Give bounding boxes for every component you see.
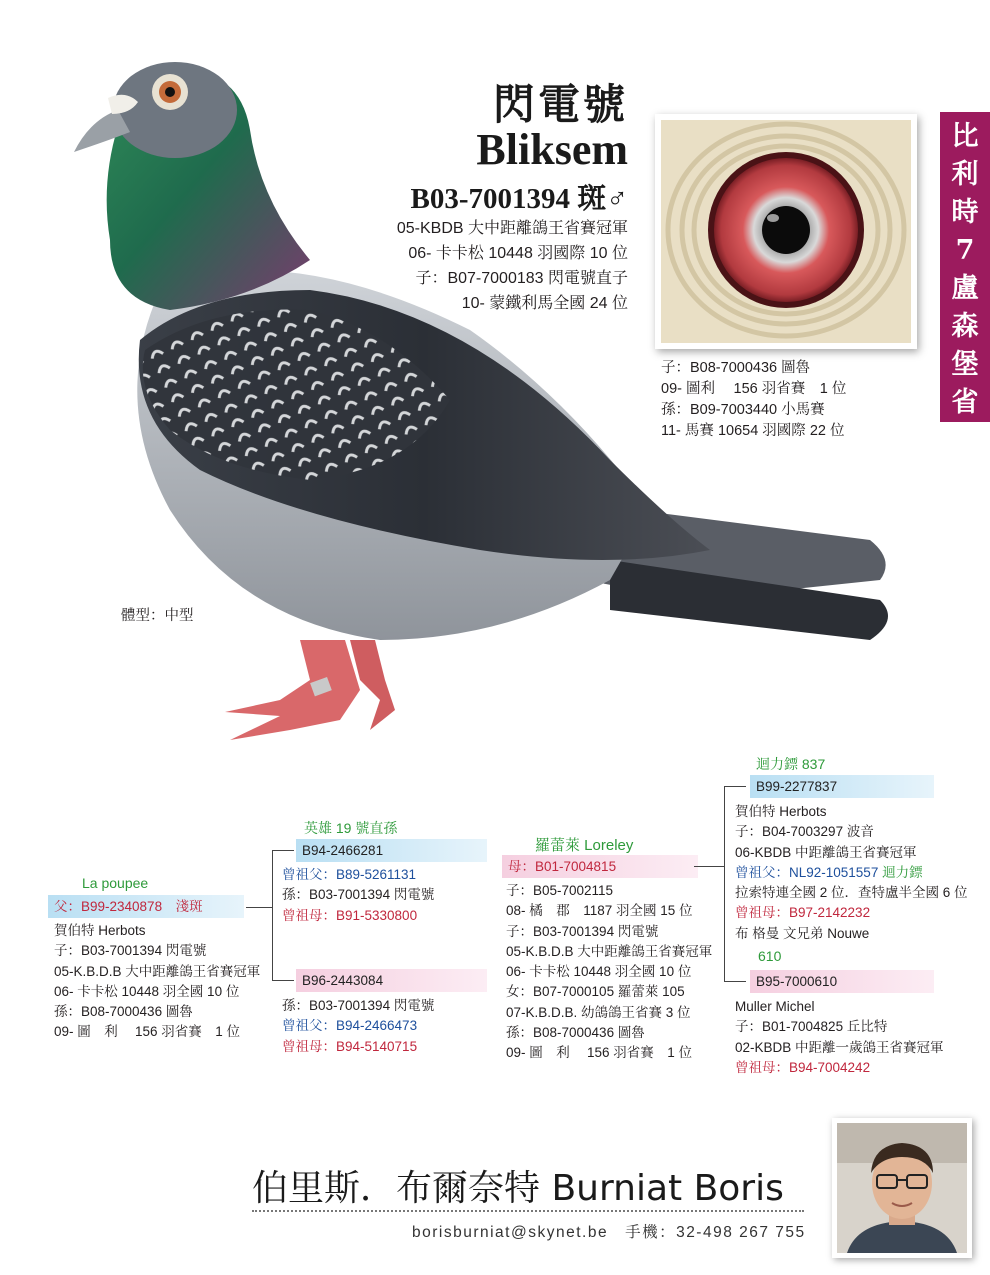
sire-sire-line: 曾祖母：B91-5330800 — [282, 907, 418, 923]
pigeon-name-cn: 閃電號 — [492, 80, 628, 129]
dam-sire-line: 曾祖父：NL92-1051557 — [735, 864, 883, 880]
connector-line — [724, 786, 725, 982]
dotted-divider — [252, 1210, 804, 1212]
dam-dam-line: 曾祖母：B94-7004242 — [735, 1059, 871, 1075]
dam-dam-line: 子：B01-7004825 丘比特 — [735, 1019, 888, 1035]
pigeon-ring-number: B03-7001394 斑♂ — [410, 183, 628, 215]
dam-sire-ring: B99-2277837 — [750, 775, 934, 798]
dam-sire-line: 賀伯特 Herbots — [735, 804, 827, 819]
dam-details — [506, 881, 712, 1064]
dam-dam-ring: B95-7000610 — [750, 970, 934, 993]
sire-line: 06- 卡卡松 10448 羽全國 10 位 — [54, 983, 240, 999]
sire-sire-label: 英雄 19 號直孫 — [304, 820, 398, 836]
eye-notes — [661, 358, 846, 442]
connector-line — [694, 866, 724, 867]
dam-line: 07-K.B.D.B. 幼鴿鴿王省賽 3 位 — [506, 1004, 691, 1020]
dam-sire-line: 拉索特連全國 2 位．查特盧半全國 6 位 — [735, 885, 968, 901]
achievement-line: 子：B07-7000183 閃電號直子 — [415, 270, 628, 287]
banner-char: 7 — [955, 235, 975, 266]
sire-ring: 父：B99-2340878 淺斑 — [48, 895, 244, 918]
sire-dam-ring: B96-2443084 — [296, 969, 487, 992]
connector-line — [272, 850, 273, 980]
dam-dam-details — [735, 997, 944, 1078]
sire-sire-line: 孫：B03-7001394 閃電號 — [282, 887, 435, 903]
dam-sire-line: 06-KBDB 中距離鴿王省賽冠軍 — [735, 844, 917, 860]
sire-sire-ring: B94-2466281 — [296, 839, 487, 862]
eye-note-line: 09- 圖利 156 羽省賽 1 位 — [661, 381, 847, 397]
banner-char: 比 — [951, 121, 979, 152]
dam-line: 09- 圖 利 156 羽省賽 1 位 — [506, 1045, 693, 1061]
dam-dam-line: 02-KBDB 中距離一歲鴿王省賽冠軍 — [735, 1039, 944, 1055]
banner-char: 省 — [951, 387, 979, 418]
dam-line: 孫：B08-7000436 圖魯 — [506, 1025, 645, 1041]
dam-sire-line: 迴力鏢 — [882, 864, 923, 880]
dam-sire-line: 曾祖母：B97-2142232 — [735, 905, 871, 921]
eye-note-line: 11- 馬賽 10654 羽國際 22 位 — [661, 423, 845, 439]
dam-dam-label: 610 — [758, 948, 782, 964]
banner-char: 盧 — [951, 273, 979, 304]
banner-char: 利 — [951, 159, 979, 190]
banner-char: 時 — [951, 197, 979, 228]
dam-sire-line: 布 格曼 文兄弟 Nouwe — [735, 925, 870, 941]
sire-line: 05-K.B.D.B 大中距離鴿王省賽冠軍 — [54, 963, 261, 979]
dam-sire-label: 迴力鏢 837 — [756, 756, 826, 772]
connector-line — [272, 980, 294, 981]
sire-dam-line: 曾祖母：B94-5140715 — [282, 1038, 418, 1054]
banner-char: 森 — [951, 311, 979, 342]
connector-line — [724, 981, 746, 982]
owner-portrait-frame — [832, 1118, 972, 1258]
achievements-list — [397, 216, 628, 316]
dam-line: 女：B07-7000105 羅蕾萊 105 — [506, 984, 685, 1000]
sire-line: 09- 圖 利 156 羽省賽 1 位 — [54, 1024, 241, 1040]
connector-line — [272, 850, 294, 851]
sire-line: 賀伯特 Herbots — [54, 923, 146, 938]
owner-name: 伯里斯．布爾奈特 Burniat Boris — [252, 1168, 784, 1209]
dam-line: 05-K.B.D.B 大中距離鴿王省賽冠軍 — [506, 943, 713, 959]
eye-photo-frame — [655, 114, 917, 349]
sire-label: La poupee — [82, 875, 149, 891]
body-type: 體型：中型 — [121, 608, 194, 624]
sire-dam-line: 孫：B03-7001394 閃電號 — [282, 998, 435, 1013]
dam-label: 羅蕾萊 Loreley — [535, 837, 634, 854]
dam-dam-line: Muller Michel — [735, 999, 815, 1014]
pigeon-name-en: Bliksem — [476, 125, 628, 174]
owner-contact: borisburniat@skynet.be 手機：32-498 267 755 — [412, 1224, 806, 1241]
achievement-line: 06- 卡卡松 10448 羽國際 10 位 — [408, 245, 628, 262]
sire-dam-line: 曾祖父：B94-2466473 — [282, 1018, 418, 1034]
dam-line: 08- 橘 郡 1187 羽全國 15 位 — [506, 903, 693, 919]
sire-line: 孫：B08-7000436 圖魯 — [54, 1004, 193, 1020]
region-banner — [940, 112, 990, 422]
banner-char: 堡 — [951, 349, 979, 380]
connector-line — [724, 786, 746, 787]
connector-line — [246, 907, 273, 908]
sire-line: 子：B03-7001394 閃電號 — [54, 943, 207, 959]
achievement-line: 05-KBDB 大中距離鴿王省賽冠軍 — [396, 220, 628, 237]
eye-note-line: 子：B08-7000436 圖魯 — [661, 360, 811, 376]
dam-line: 子：B03-7001394 閃電號 — [506, 923, 659, 939]
dam-line: 06- 卡卡松 10448 羽全國 10 位 — [506, 964, 692, 980]
sire-sire-details — [282, 865, 434, 926]
dam-sire-line: 子：B04-7003297 波音 — [735, 824, 874, 840]
eye-note-line: 孫：B09-7003440 小馬賽 — [661, 402, 825, 418]
achievement-line: 10- 蒙鐵利馬全國 24 位 — [461, 295, 628, 312]
sire-dam-details — [282, 996, 434, 1057]
sire-sire-line: 曾祖父：B89-5261131 — [282, 867, 417, 882]
dam-sire-details — [735, 802, 968, 944]
dam-line: 子：B05-7002115 — [506, 883, 614, 898]
dam-ring: 母：B01-7004815 — [502, 855, 698, 878]
owner-portrait — [837, 1123, 967, 1253]
sire-details — [54, 921, 260, 1043]
eye-photo — [661, 120, 911, 343]
